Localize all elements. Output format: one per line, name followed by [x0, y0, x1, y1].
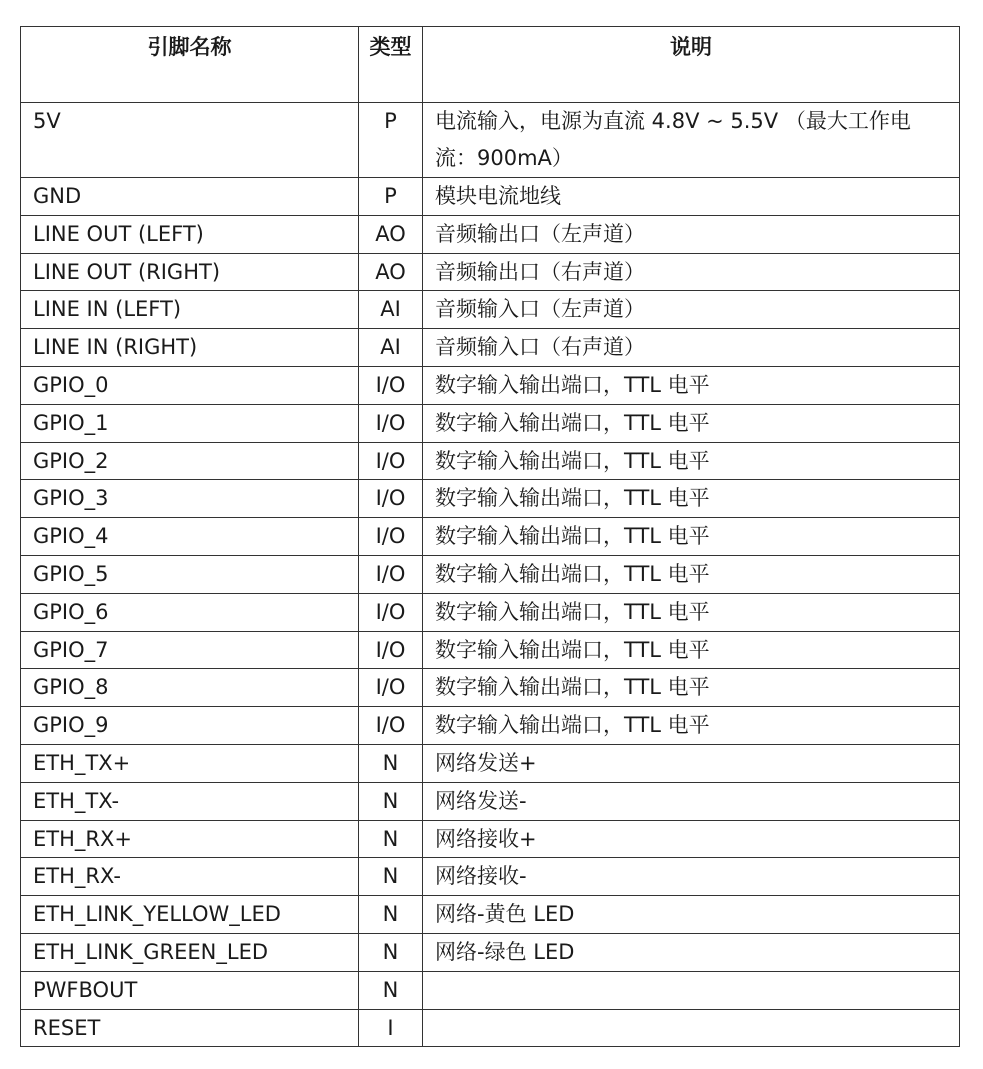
pin-type-cell: I/O	[359, 404, 423, 442]
table-row	[21, 858, 960, 896]
pin-name-cell: LINE OUT (RIGHT)	[21, 253, 359, 291]
table-row	[21, 404, 960, 442]
pin-name-cell: RESET	[21, 1009, 359, 1047]
pin-desc-cell: 网络发送+	[423, 744, 960, 782]
table-row	[21, 896, 960, 934]
pin-desc-cell	[423, 1009, 960, 1047]
table-body	[21, 103, 960, 1047]
table-row	[21, 971, 960, 1009]
pin-name-cell: GPIO_9	[21, 707, 359, 745]
pin-type-cell: I/O	[359, 631, 423, 669]
pin-table	[20, 26, 960, 1047]
table-row	[21, 442, 960, 480]
pin-type-cell: N	[359, 933, 423, 971]
pin-type-cell: I/O	[359, 480, 423, 518]
pin-type-cell: AO	[359, 253, 423, 291]
pin-type-cell: I/O	[359, 518, 423, 556]
pin-type-cell: N	[359, 896, 423, 934]
table-row	[21, 329, 960, 367]
pin-desc-cell: 网络接收-	[423, 858, 960, 896]
pin-desc-cell: 音频输入口（右声道）	[423, 329, 960, 367]
table-row	[21, 518, 960, 556]
header-row	[21, 27, 960, 103]
pin-desc-cell: 数字输入输出端口，TTL 电平	[423, 669, 960, 707]
pin-desc-cell: 音频输入口（左声道）	[423, 291, 960, 329]
table-row	[21, 215, 960, 253]
table-row	[21, 707, 960, 745]
table-row	[21, 593, 960, 631]
table-row	[21, 366, 960, 404]
pin-type-cell: N	[359, 971, 423, 1009]
pin-name-cell: ETH_RX-	[21, 858, 359, 896]
pin-name-cell: ETH_TX+	[21, 744, 359, 782]
pin-type-cell: I/O	[359, 442, 423, 480]
table-row	[21, 480, 960, 518]
pin-name-cell: ETH_RX+	[21, 820, 359, 858]
pin-type-cell: I/O	[359, 707, 423, 745]
table-row	[21, 253, 960, 291]
pin-name-cell: ETH_TX-	[21, 782, 359, 820]
table-row	[21, 669, 960, 707]
header-description: 说明	[423, 27, 960, 103]
pin-name-cell: GPIO_5	[21, 555, 359, 593]
pin-desc-cell: 数字输入输出端口，TTL 电平	[423, 404, 960, 442]
table-row	[21, 178, 960, 216]
pin-name-cell: GPIO_2	[21, 442, 359, 480]
table-row	[21, 820, 960, 858]
pin-desc-cell: 网络-黄色 LED	[423, 896, 960, 934]
pin-name-cell: ETH_LINK_GREEN_LED	[21, 933, 359, 971]
pin-desc-cell: 数字输入输出端口，TTL 电平	[423, 366, 960, 404]
pin-type-cell: I/O	[359, 555, 423, 593]
pin-name-cell: PWFBOUT	[21, 971, 359, 1009]
pin-desc-cell: 模块电流地线	[423, 178, 960, 216]
table-header	[21, 27, 960, 103]
table-row	[21, 103, 960, 178]
pin-desc-cell: 音频输出口（右声道）	[423, 253, 960, 291]
pin-name-cell: GPIO_3	[21, 480, 359, 518]
pin-desc-cell: 网络-绿色 LED	[423, 933, 960, 971]
pin-name-cell: GPIO_1	[21, 404, 359, 442]
pin-type-cell: P	[359, 103, 423, 178]
pin-name-cell: 5V	[21, 103, 359, 178]
pin-type-cell: I	[359, 1009, 423, 1047]
table-row	[21, 555, 960, 593]
pin-desc-cell: 数字输入输出端口，TTL 电平	[423, 518, 960, 556]
pin-name-cell: LINE IN (RIGHT)	[21, 329, 359, 367]
table-row	[21, 782, 960, 820]
pin-type-cell: P	[359, 178, 423, 216]
pin-name-cell: GND	[21, 178, 359, 216]
pin-name-cell: GPIO_6	[21, 593, 359, 631]
pin-type-cell: I/O	[359, 366, 423, 404]
pin-name-cell: LINE IN (LEFT)	[21, 291, 359, 329]
pin-type-cell: N	[359, 820, 423, 858]
pin-type-cell: I/O	[359, 593, 423, 631]
pin-desc-cell: 数字输入输出端口，TTL 电平	[423, 442, 960, 480]
table-row	[21, 933, 960, 971]
pin-desc-cell: 网络发送-	[423, 782, 960, 820]
pin-name-cell: GPIO_7	[21, 631, 359, 669]
pin-desc-cell: 数字输入输出端口，TTL 电平	[423, 555, 960, 593]
table-row	[21, 631, 960, 669]
pin-type-cell: AI	[359, 291, 423, 329]
pin-desc-cell	[423, 971, 960, 1009]
header-type: 类型	[359, 27, 423, 103]
pin-desc-cell: 音频输出口（左声道）	[423, 215, 960, 253]
pin-desc-cell: 数字输入输出端口，TTL 电平	[423, 707, 960, 745]
pin-name-cell: GPIO_0	[21, 366, 359, 404]
pin-name-cell: ETH_LINK_YELLOW_LED	[21, 896, 359, 934]
pin-desc-cell: 数字输入输出端口，TTL 电平	[423, 480, 960, 518]
pin-type-cell: N	[359, 858, 423, 896]
pin-desc-cell: 数字输入输出端口，TTL 电平	[423, 593, 960, 631]
table-row	[21, 291, 960, 329]
pin-desc-cell: 数字输入输出端口，TTL 电平	[423, 631, 960, 669]
pin-desc-cell: 网络接收+	[423, 820, 960, 858]
pin-name-cell: GPIO_4	[21, 518, 359, 556]
table-row	[21, 744, 960, 782]
table-row	[21, 1009, 960, 1047]
pin-type-cell: I/O	[359, 669, 423, 707]
pin-type-cell: N	[359, 782, 423, 820]
pin-type-cell: AI	[359, 329, 423, 367]
header-pin-name: 引脚名称	[21, 27, 359, 103]
pin-name-cell: LINE OUT (LEFT)	[21, 215, 359, 253]
pin-type-cell: N	[359, 744, 423, 782]
pin-desc-cell: 电流输入，电源为直流 4.8V ~ 5.5V （最大工作电流：900mA）	[423, 103, 960, 178]
pin-name-cell: GPIO_8	[21, 669, 359, 707]
pin-type-cell: AO	[359, 215, 423, 253]
